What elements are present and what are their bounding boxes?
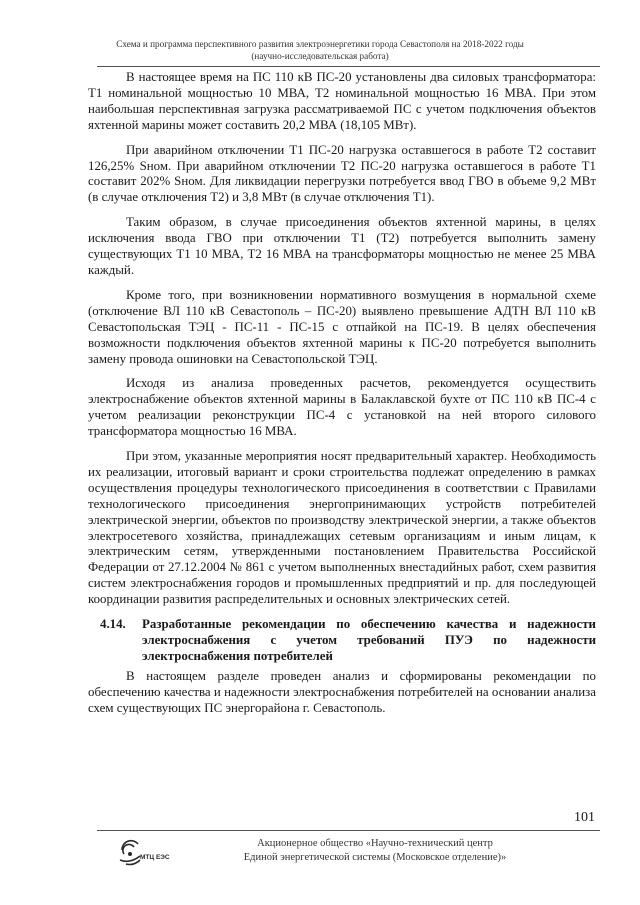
paragraph: При этом, указанные мероприятия носят предварительный характер. Необходимость их реализации, итоговый вариант и сроки строительства подлежат определению в рамках осуществления процедуры технологического присоединения в соответствии с Правилами технологического присоединения энергопринимающих устройств потребителей электрической энергии, объектов по производству электрической энергии, а также объектов электросетевого хозяйства, принадлежащих сетевым организациям и иным лицам, к электрическим сетям, утвержденными постановлением Правительства Российской Федерации от 27.12.2004 № 861 с учетом выполненных внестадийных работ, схем развития систем электроснабжения городов и промышленных предприятий и пр. для последующей координации развития распределительных и основных электрических сетей. <box>88 449 596 607</box>
section-heading <box>88 617 596 665</box>
logo-text: МТЦ ЕЭС <box>140 854 170 861</box>
page-header <box>100 38 540 62</box>
paragraph: Исходя из анализа проведенных расчетов, рекомендуется осуществить электроснабжение объектов яхтенной марины в Балаклавской бухте от ПС 110 кВ ПС-4 с учетом реализации реконструкции ПС-4 с установкой на ней второго силового трансформатора мощностью 16 МВА. <box>88 376 596 439</box>
section-title: Разработанные рекомендации по обеспечению качества и надежности электроснабжения с учетом требований ПУЭ по надежности электроснабжения потребителей <box>142 617 596 663</box>
section-number: 4.14. <box>100 617 126 632</box>
header-divider <box>97 66 600 67</box>
paragraph: Таким образом, в случае присоединения объектов яхтенной марины, в целях исключения ввода ГВО при отключении Т1 (Т2) потребуется выполнить замену существующих Т1 10 МВА, Т2 16 МВА на трансформаторы мощностью не менее 25 МВА каждый. <box>88 215 596 277</box>
section-paragraph: В настоящем разделе проведен анализ и сформированы рекомендации по обеспечению качества и надежности электроснабжения потребителей на основании анализа схем существующих ПС энергорайона г. Севастополь. <box>88 668 596 715</box>
paragraph: Кроме того, при возникновении нормативного возмущения в нормальной схеме (отключение ВЛ 110 кВ Севастополь – ПС-20) выявлено превышение АДТН ВЛ 110 кВ Севастопольская ТЭЦ - ПС-11 - ПС-15 с отпайкой на ПС-19. В целях обеспечения возможности подключения объектов яхтенной марины к ПС-20 потребуется выполнить замену провода ошиновки на Севастопольской ТЭЦ. <box>88 287 596 366</box>
header-subtitle: (научно-исследовательская работа) <box>251 51 389 61</box>
footer-divider <box>97 830 600 831</box>
paragraph: В настоящее время на ПС 110 кВ ПС-20 установлены два силовых трансформатора: Т1 номинальной мощностью 10 МВА, Т2 номинальной мощностью 16 МВА. При этом наибольшая перспективная загрузка рассматриваемой ПС с учетом подключения объектов яхтенной марины может составить 20,2 МВА (18,105 МВт). <box>88 70 596 132</box>
footer-company-line2: Единой энергетической системы (Московское отделение)» <box>243 852 507 863</box>
document-body <box>88 70 596 726</box>
footer-company-line1: Акционерное общество «Научно-технический центр <box>257 838 493 849</box>
header-title: Схема и программа перспективного развития электроэнергетики города Севастополя на 2018-2022 годы <box>116 39 524 49</box>
paragraph: При аварийном отключении Т1 ПС-20 нагрузка оставшегося в работе Т2 составит 126,25% Sном. При аварийном отключении Т2 ПС-20 нагрузка оставшегося в работе Т1 составит 202% Sном. Для ликвидации перегрузки потребуется ввод ГВО в объеме 9,2 МВт (в случае отключения Т2) и 3,8 МВт (в случае отключения Т1). <box>88 142 596 205</box>
page-footer <box>210 837 540 865</box>
page-number: 101 <box>574 810 595 825</box>
